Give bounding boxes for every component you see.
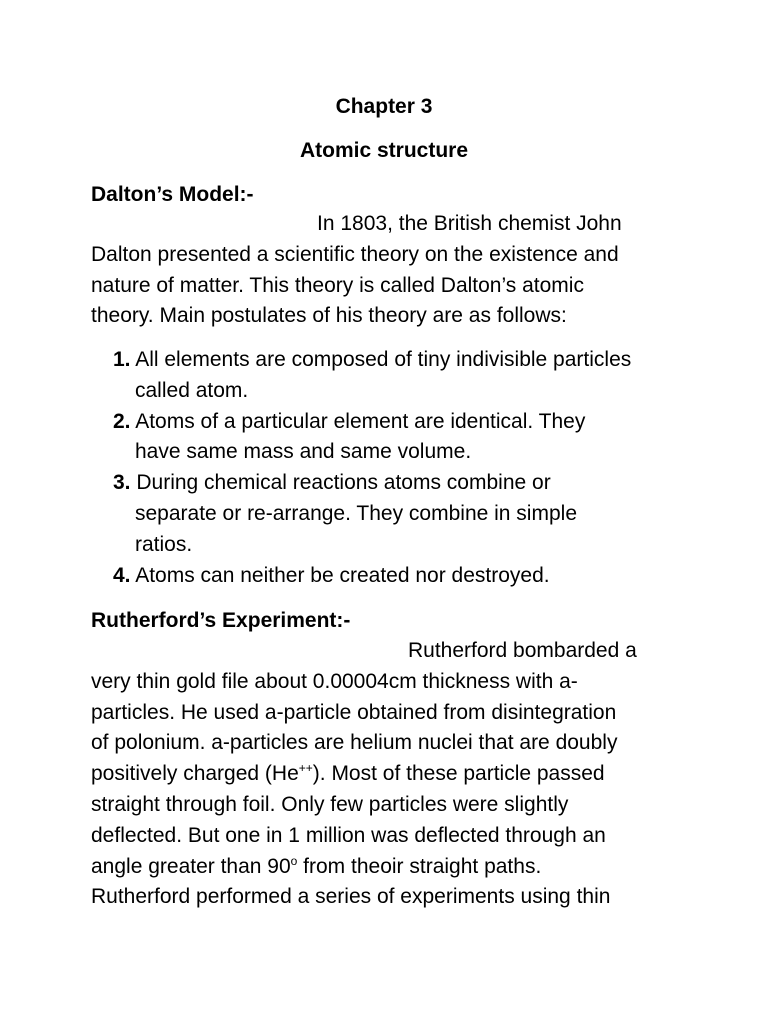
list-number: 3. xyxy=(113,471,131,495)
paragraph-line: of polonium. a-particles are helium nuclei that are doubly xyxy=(91,731,618,755)
paragraph-line: Rutherford bombarded a xyxy=(408,639,637,662)
rutherford-paragraph xyxy=(91,636,691,913)
list-number: 2. xyxy=(113,409,131,433)
paragraph-line: In 1803, the British chemist John xyxy=(317,212,622,235)
list-item-text: ratios. xyxy=(135,532,193,556)
paragraph-line xyxy=(91,852,691,883)
list-item-text: During chemical reactions atoms combine or xyxy=(130,471,551,495)
dalton-heading: Dalton’s Model:- xyxy=(91,183,254,206)
paragraph-line: straight through foil. Only few particles were slightly xyxy=(91,792,569,816)
paragraph-line: Dalton presented a scientific theory on the existence and xyxy=(91,242,619,266)
list-item-text: Atoms of a particular element are identical. They xyxy=(130,409,586,433)
list-item xyxy=(113,561,713,592)
superscript: ++ xyxy=(298,761,313,776)
superscript: o xyxy=(290,853,298,868)
list-item-text: All elements are composed of tiny indivisible particles xyxy=(130,348,632,371)
list-item-text: Atoms can neither be created nor destroyed. xyxy=(130,563,550,587)
dalton-intro-paragraph xyxy=(91,209,691,332)
list-number: 1. xyxy=(113,348,131,371)
list-number: 4. xyxy=(113,563,131,587)
dalton-postulates-list xyxy=(113,345,713,591)
list-item xyxy=(113,407,713,469)
text-fragment: angle greater than 90 xyxy=(91,854,291,878)
paragraph-line: deflected. But one in 1 million was deflected through an xyxy=(91,823,606,847)
text-fragment: from theoir straight paths. xyxy=(297,854,542,878)
list-item-text: have same mass and same volume. xyxy=(135,440,472,464)
list-item-text: separate or re-arrange. They combine in simple xyxy=(135,501,577,525)
list-item xyxy=(113,468,713,560)
list-item xyxy=(113,345,713,407)
rutherford-heading: Rutherford’s Experiment:- xyxy=(91,609,351,632)
paragraph-line xyxy=(91,759,691,790)
text-fragment: positively charged (He xyxy=(91,762,299,786)
paragraph-line: very thin gold file about 0.00004cm thickness with a- xyxy=(91,669,578,693)
paragraph-line: Rutherford performed a series of experiments using thin xyxy=(91,885,611,909)
paragraph-line: nature of matter. This theory is called Dalton’s atomic xyxy=(91,273,584,297)
list-item-text: called atom. xyxy=(135,378,249,402)
text-fragment: ). Most of these particle passed xyxy=(312,762,605,786)
chapter-title: Chapter 3 xyxy=(335,95,433,118)
document-title: Atomic structure xyxy=(299,139,469,162)
paragraph-line: particles. He used a-particle obtained from disintegration xyxy=(91,700,617,724)
paragraph-line: theory. Main postulates of his theory are as follows: xyxy=(91,304,567,328)
